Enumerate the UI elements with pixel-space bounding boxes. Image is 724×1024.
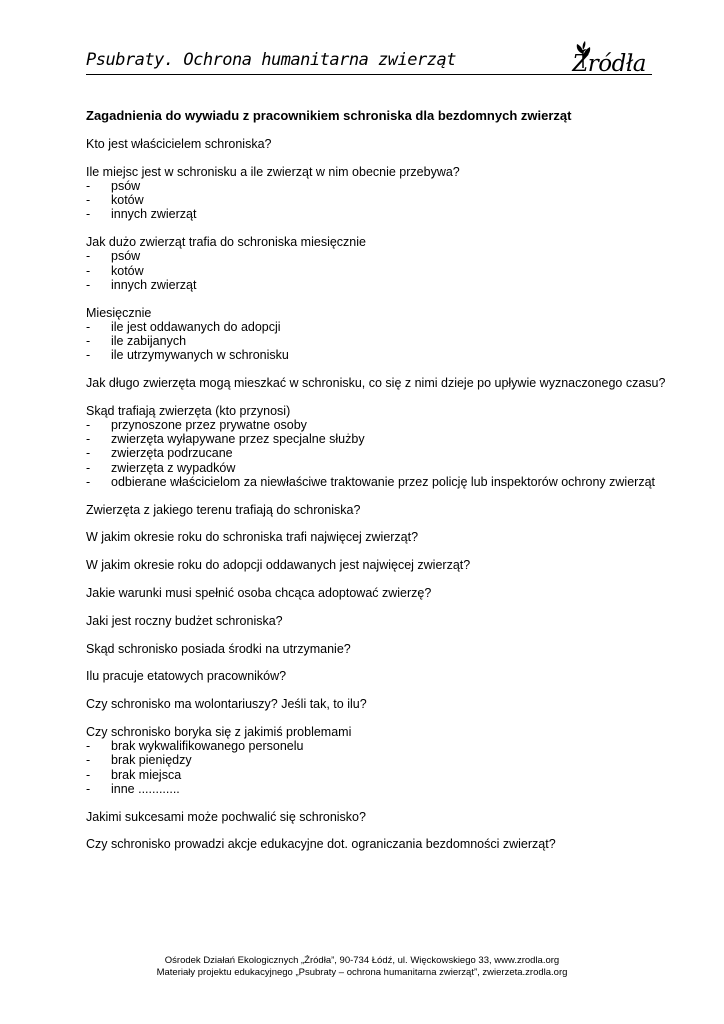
list-item-text: inne ............	[111, 781, 180, 796]
list-item	[86, 739, 666, 753]
list-item-text: brak miejsca	[111, 767, 182, 782]
dash-bullet: -	[86, 739, 91, 754]
dash-bullet: -	[86, 319, 91, 334]
question-block	[86, 614, 666, 628]
list-item	[86, 418, 666, 432]
dash-bullet: -	[86, 753, 91, 768]
question-text: Ilu pracuje etatowych pracowników?	[86, 669, 287, 684]
list-item-text: zwierzęta z wypadków	[111, 460, 236, 475]
list-item	[86, 753, 666, 767]
dash-bullet: -	[86, 249, 91, 264]
question-text: Jak długo zwierzęta mogą mieszkać w schronisku, co się z nimi dzieje po upływie wyznaczonego czasu?	[86, 376, 666, 391]
list-item	[86, 782, 666, 796]
list-item-text: psów	[111, 249, 141, 264]
logo-text: Źródła	[572, 51, 646, 77]
list-item-text: zwierzęta wyłapywane przez specjalne służby	[111, 432, 365, 447]
list-item	[86, 432, 666, 446]
list-item	[86, 193, 666, 207]
list-item	[86, 179, 666, 193]
list-item-text: ile jest oddawanych do adopcji	[111, 319, 281, 334]
dash-bullet: -	[86, 418, 91, 433]
list-item	[86, 475, 666, 489]
list-item-text: odbierane właścicielom za niewłaściwe traktowanie przez policję lub inspektorów ochrony zwierząt	[111, 474, 656, 489]
list-item	[86, 249, 666, 263]
document-body	[86, 108, 666, 865]
question-block	[86, 586, 666, 600]
question-block	[86, 697, 666, 711]
list-item	[86, 278, 666, 292]
question-text: Ile miejsc jest w schronisku a ile zwierząt w nim obecnie przebywa?	[86, 164, 460, 179]
dash-bullet: -	[86, 348, 91, 363]
question-text: W jakim okresie roku do adopcji oddawanych jest najwięcej zwierząt?	[86, 558, 471, 573]
dash-bullet: -	[86, 207, 91, 222]
list-item-text: brak wykwalifikowanego personelu	[111, 739, 304, 754]
list-item-text: brak pieniędzy	[111, 753, 192, 768]
list-item	[86, 320, 666, 334]
question-text: Miesięcznie	[86, 305, 152, 320]
page-header	[86, 40, 652, 80]
dash-bullet: -	[86, 277, 91, 292]
list-item-text: kotów	[111, 193, 144, 208]
zrodla-logo	[568, 40, 652, 78]
list-item	[86, 768, 666, 782]
list-item-text: psów	[111, 179, 141, 193]
list-item	[86, 461, 666, 475]
list-item	[86, 446, 666, 460]
question-block	[86, 810, 666, 824]
dash-bullet: -	[86, 334, 91, 349]
dash-bullet: -	[86, 446, 91, 461]
question-block	[86, 725, 666, 796]
question-text: Zwierzęta z jakiego terenu trafiają do schroniska?	[86, 502, 361, 517]
question-block	[86, 558, 666, 572]
question-list	[86, 137, 666, 852]
question-text: Jaki jest roczny budżet schroniska?	[86, 613, 283, 628]
question-block	[86, 503, 666, 517]
list-item	[86, 207, 666, 221]
dash-bullet: -	[86, 263, 91, 278]
question-text: Czy schronisko boryka się z jakimiś problemami	[86, 725, 352, 739]
list-item	[86, 264, 666, 278]
question-block	[86, 642, 666, 656]
question-block	[86, 306, 666, 363]
footer-project: Materiały projektu edukacyjnego „Psubraty – ochrona humanitarna zwierząt”, zwierzeta.zrodla.org	[156, 967, 568, 978]
question-text: Jakimi sukcesami może pochwalić się schronisko?	[86, 809, 366, 824]
question-block	[86, 376, 666, 390]
document-title: Zagadnienia do wywiadu z pracownikiem schroniska dla bezdomnych zwierząt	[86, 108, 572, 123]
list-item-text: kotów	[111, 263, 144, 278]
question-text: W jakim okresie roku do schroniska trafi najwięcej zwierząt?	[86, 530, 419, 545]
question-text: Jak dużo zwierząt trafia do schroniska miesięcznie	[86, 235, 366, 250]
page-footer	[0, 955, 724, 979]
question-block	[86, 235, 666, 292]
header-title: Psubraty. Ochrona humanitarna zwierząt	[86, 50, 456, 70]
list-item-text: ile utrzymywanych w schronisku	[111, 348, 289, 363]
list-item-text: zwierzęta podrzucane	[111, 446, 233, 461]
question-text: Czy schronisko ma wolontariuszy? Jeśli tak, to ilu?	[86, 697, 367, 712]
list-item-text: innych zwierząt	[111, 277, 197, 292]
dash-bullet: -	[86, 193, 91, 208]
question-text: Skąd trafiają zwierzęta (kto przynosi)	[86, 403, 291, 418]
dash-bullet: -	[86, 781, 91, 796]
question-block	[86, 837, 666, 851]
question-text: Skąd schronisko posiada środki na utrzymanie?	[86, 641, 351, 656]
list-item-text: innych zwierząt	[111, 207, 197, 222]
question-block	[86, 137, 666, 151]
footer-address: Ośrodek Działań Ekologicznych „Źródła”, 90-734 Łódź, ul. Więckowskiego 33, www.zrodla.org	[164, 955, 560, 966]
dash-bullet: -	[86, 474, 91, 489]
question-text: Kto jest właścicielem schroniska?	[86, 137, 272, 151]
list-item-text: ile zabijanych	[111, 334, 187, 349]
list-item	[86, 334, 666, 348]
list-item-text: przynoszone przez prywatne osoby	[111, 418, 307, 433]
question-block	[86, 669, 666, 683]
question-text: Czy schronisko prowadzi akcje edukacyjne dot. ograniczania bezdomności zwierząt?	[86, 837, 556, 852]
list-item	[86, 348, 666, 362]
question-block	[86, 404, 666, 489]
dash-bullet: -	[86, 432, 91, 447]
question-text: Jakie warunki musi spełnić osoba chcąca adoptować zwierzę?	[86, 586, 432, 601]
dash-bullet: -	[86, 767, 91, 782]
question-block	[86, 165, 666, 222]
question-block	[86, 530, 666, 544]
dash-bullet: -	[86, 179, 91, 193]
dash-bullet: -	[86, 460, 91, 475]
